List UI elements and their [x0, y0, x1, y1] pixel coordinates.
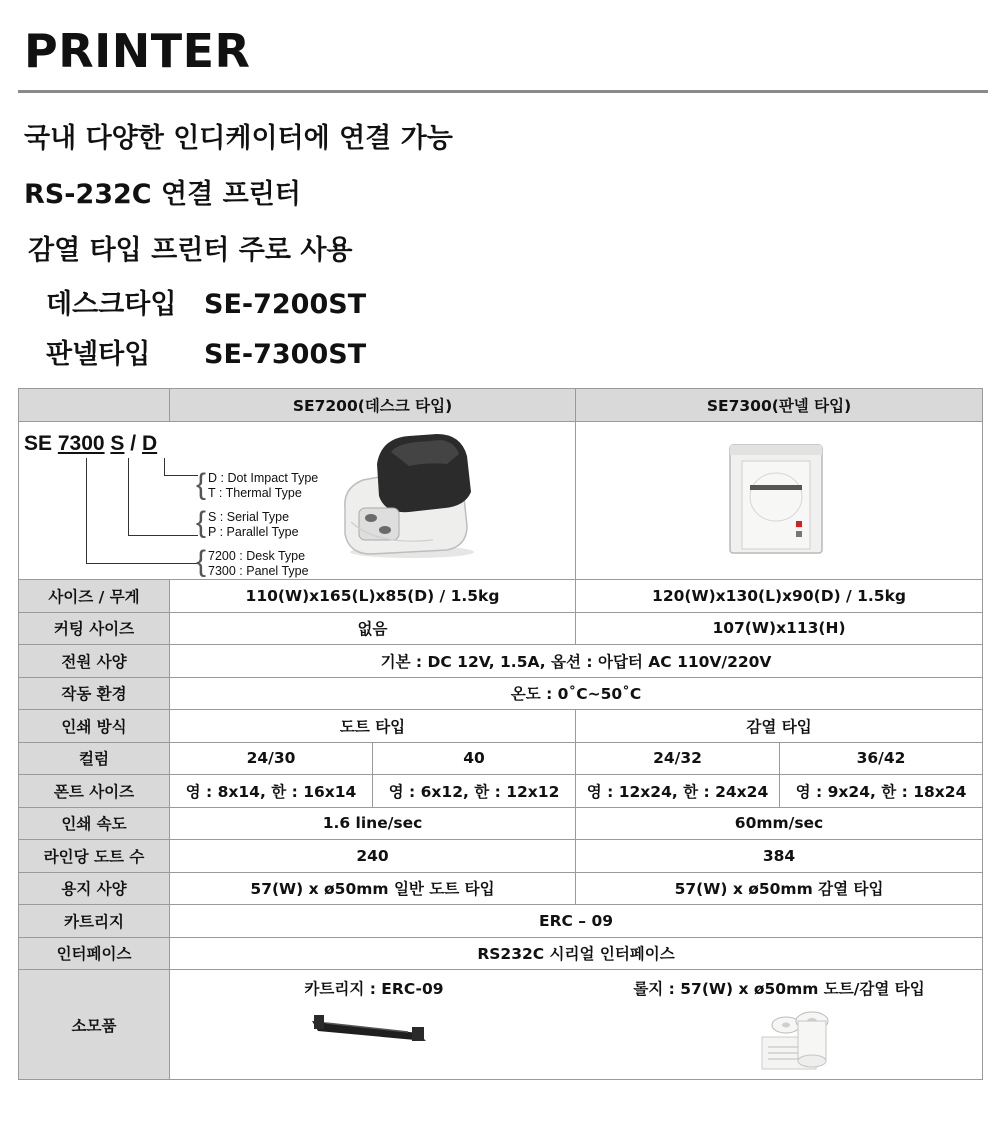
row-label: 라인당 도트 수: [19, 840, 170, 873]
row-label: 인쇄 방식: [19, 710, 170, 743]
row-label: 소모품: [19, 970, 170, 1080]
cell-desk: 도트 타입: [170, 710, 576, 743]
headline-compatibility: 국내 다양한 인디케이터에 연결 가능: [24, 123, 453, 154]
row-cartridge: [19, 905, 983, 938]
cell-panel-b: 36/42: [780, 742, 983, 775]
header-empty-cell: [19, 389, 170, 422]
row-label: 폰트 사이즈: [19, 775, 170, 808]
consumable-roll-text: 롤지 : 57(W) x ø50mm 도트/감열 타입: [633, 980, 925, 998]
panel-type-label: 판넬타입: [46, 339, 151, 370]
desk-model-number: SE-7200ST: [204, 289, 367, 320]
desk-type-label: 데스크타입: [46, 289, 177, 320]
code-prefix: SE: [24, 432, 53, 455]
legend-dot-impact: D : Dot Impact Type: [208, 471, 319, 485]
row-consumables: [19, 970, 983, 1080]
code-slash: /: [130, 432, 137, 455]
row-font-size: [19, 775, 983, 808]
code-print: D: [141, 432, 158, 455]
row-label: 용지 사양: [19, 872, 170, 905]
spec-table: [18, 388, 983, 1080]
cell-desk-b: 영 : 6x12, 한 : 12x12: [373, 775, 576, 808]
cell-panel: 120(W)x130(L)x90(D) / 1.5kg: [576, 580, 983, 613]
cell-shared: 기본 : DC 12V, 1.5A, 옵션 : 아답터 AC 110V/220V: [170, 645, 983, 678]
cell-desk: 240: [170, 840, 576, 873]
consumables-cell: [170, 970, 983, 1080]
row-print-method: [19, 710, 983, 743]
cell-shared: ERC – 09: [170, 905, 983, 938]
headline-rs232c: RS-232C 연결 프린터: [24, 179, 301, 210]
row-cutting-size: [19, 612, 983, 645]
cell-shared: RS232C 시리얼 인터페이스: [170, 937, 983, 970]
row-label: 작동 환경: [19, 677, 170, 710]
header-desk: SE7200(데스크 타입): [170, 389, 576, 422]
table-header-row: [19, 389, 983, 422]
row-dots-per-line: [19, 840, 983, 873]
row-label: 카트리지: [19, 905, 170, 938]
title-divider: [18, 90, 988, 93]
page-title: PRINTER: [24, 24, 251, 78]
cell-desk-b: 40: [373, 742, 576, 775]
row-label: 컬럼: [19, 742, 170, 775]
legend-panel: 7300 : Panel Type: [208, 564, 309, 578]
code-series: 7300: [57, 432, 105, 455]
cell-panel-b: 영 : 9x24, 한 : 18x24: [780, 775, 983, 808]
consumable-cartridge-text: 카트리지 : ERC-09: [304, 980, 444, 998]
desk-image-cell: [19, 422, 576, 580]
row-label: 커팅 사이즈: [19, 612, 170, 645]
legend-serial: S : Serial Type: [208, 510, 290, 524]
panel-model-number: SE-7300ST: [204, 339, 367, 370]
cell-desk-a: 영 : 8x14, 한 : 16x14: [170, 775, 373, 808]
row-label: 인터페이스: [19, 937, 170, 970]
cell-panel: 60mm/sec: [576, 807, 983, 840]
row-columns: [19, 742, 983, 775]
brace-print: {: [196, 468, 207, 501]
model-code-diagram: [24, 430, 354, 578]
panel-printer-image: [726, 441, 826, 556]
cell-panel: 384: [576, 840, 983, 873]
brace-interface: {: [196, 506, 207, 539]
cell-desk: 1.6 line/sec: [170, 807, 576, 840]
row-power: [19, 645, 983, 678]
cell-panel-a: 영 : 12x24, 한 : 24x24: [576, 775, 780, 808]
row-label: 인쇄 속도: [19, 807, 170, 840]
cell-desk: 110(W)x165(L)x85(D) / 1.5kg: [170, 580, 576, 613]
row-size-weight: [19, 580, 983, 613]
row-print-speed: [19, 807, 983, 840]
headline-panel-model: [46, 332, 366, 371]
cell-shared: 온도 : 0˚C~50˚C: [170, 677, 983, 710]
row-label: 사이즈 / 무게: [19, 580, 170, 613]
code-interface: S: [110, 432, 125, 455]
legend-thermal: T : Thermal Type: [208, 486, 302, 500]
legend-parallel: P : Parallel Type: [208, 525, 299, 539]
row-label: 전원 사양: [19, 645, 170, 678]
cartridge-image: [308, 1007, 430, 1047]
desk-printer-image: [337, 430, 487, 560]
cell-panel-a: 24/32: [576, 742, 780, 775]
model-code: [24, 432, 157, 456]
connector-series: [86, 458, 198, 564]
row-paper: [19, 872, 983, 905]
row-environment: [19, 677, 983, 710]
cell-panel: 57(W) x ø50mm 감열 타입: [576, 872, 983, 905]
paper-roll-image: [758, 1007, 838, 1073]
cell-desk-a: 24/30: [170, 742, 373, 775]
panel-image-cell: [576, 422, 983, 580]
headline-desk-model: [46, 282, 366, 321]
cell-desk: 57(W) x ø50mm 일반 도트 타입: [170, 872, 576, 905]
row-interface: [19, 937, 983, 970]
image-row: [19, 422, 983, 580]
brace-series: {: [196, 545, 207, 578]
legend-desk: 7200 : Desk Type: [208, 549, 306, 563]
headline-thermal: 감열 타입 프린터 주로 사용: [28, 235, 353, 266]
cell-desk: 없음: [170, 612, 576, 645]
header-panel: SE7300(판넬 타입): [576, 389, 983, 422]
cell-panel: 감열 타입: [576, 710, 983, 743]
cell-panel: 107(W)x113(H): [576, 612, 983, 645]
